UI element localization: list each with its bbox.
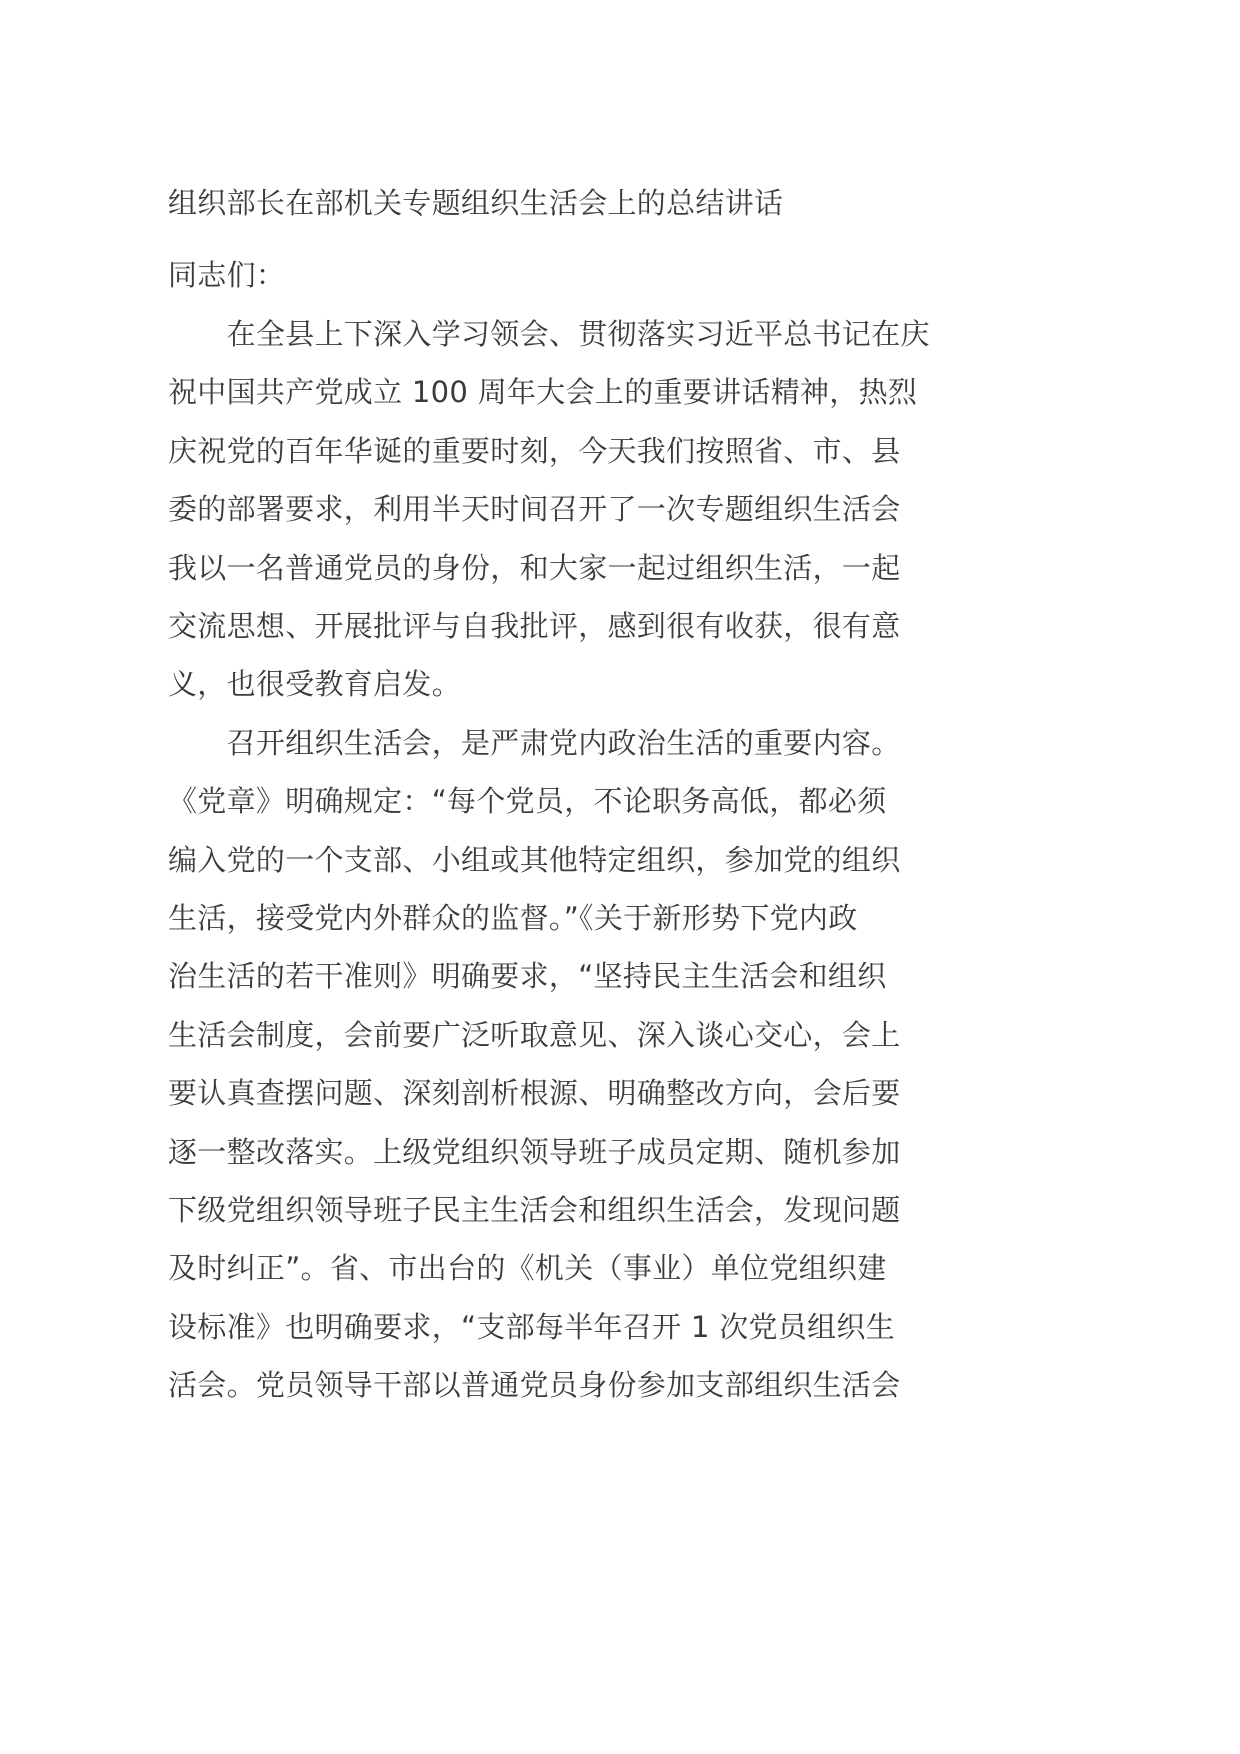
text-line: 要认真查摆问题、深刻剖析根源、明确整改方向，会后要 [168,1076,901,1111]
text-line: 逐一整改落实。上级党组织领导班子成员定期、随机参加 [168,1134,901,1169]
text-line: 委的部署要求，利用半天时间召开了一次专题组织生活会 [168,492,901,527]
text-line: 及时纠正”。省、市出台的《机关（事业）单位党组织建 [168,1251,887,1286]
text-line: 祝中国共产党成立 100 周年大会上的重要讲话精神，热烈 [168,375,918,410]
text-line: 下级党组织领导班子民主生活会和组织生活会，发现问题 [168,1193,901,1227]
salutation: 同志们： [168,258,286,292]
text-line: 在全县上下深入学习领会、贯彻落实习近平总书记在庆 [168,317,930,351]
text-line: 义，也很受教育启发。 [168,667,462,702]
text-line: 编入党的一个支部、小组或其他特定组织，参加党的组织 [168,842,901,877]
document-title: 组织部长在部机关专题组织生活会上的总结讲话 [168,186,784,220]
text-line: 设标准》也明确要求，“支部每半年召开 1 次党员组织生 [168,1309,896,1344]
text-line: 庆祝党的百年华诞的重要时刻，今天我们按照省、市、县 [168,433,901,468]
text-line: 交流思想、开展批评与自我批评，感到很有收获，很有意 [168,609,901,643]
text-line: 《党章》明确规定：“每个党员，不论职务高低，都必须 [168,784,887,819]
text-line: 生活会制度，会前要广泛听取意见、深入谈心交心，会上 [168,1017,901,1052]
text-line: 治生活的若干准则》明确要求，“坚持民主生活会和组织 [168,959,887,994]
text-line: 我以一名普通党员的身份，和大家一起过组织生活，一起 [168,550,901,585]
text-line: 生活，接受党内外群众的监督。”《关于新形势下党内政 [168,901,858,935]
text-line: 召开组织生活会，是严肃党内政治生活的重要内容。 [168,725,901,760]
text-line: 活会。党员领导干部以普通党员身份参加支部组织生活会 [168,1368,901,1403]
